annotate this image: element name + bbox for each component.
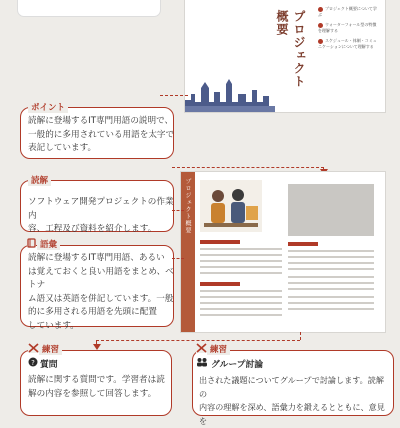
pencil-cross-icon [28, 343, 39, 353]
page2-gray-panel [288, 184, 374, 236]
city-skyline-illustration [185, 70, 275, 112]
vocab-label: 語彙 [37, 238, 60, 250]
list-item: プロジェクト概要について学ぶ [318, 6, 377, 17]
people-illustration [200, 180, 262, 232]
page2-heading-bar [200, 240, 240, 244]
question-bubble-icon [28, 357, 38, 367]
reading-label: 読解 [28, 174, 51, 186]
discussion-sub-label: グループ討論 [211, 360, 264, 370]
group-people-icon [196, 357, 208, 367]
point-label: ポイント [28, 101, 68, 113]
page1-vertical-title: プロジェクト概要 [275, 10, 306, 88]
connector-line [96, 340, 300, 341]
practice-right-label: 練習 [207, 343, 230, 355]
question-sub-label: 質問 [40, 360, 58, 370]
list-item: スケジュール・体制・コミュニケーションについて理解する [318, 38, 377, 49]
page1-goal-list [318, 6, 378, 49]
point-text: 読解に登場するIT専門用語の説明で、 一般的に多用されている用語を太字で 表記しています。 [28, 116, 175, 153]
practice-left-label: 練習 [39, 343, 62, 355]
page2-strip-title: プロジェクト概要 [184, 178, 191, 234]
connector-line [172, 258, 184, 259]
question-text: 読解に関する質問です。学習者は読 解の内容を参照して回答します。 [28, 375, 165, 399]
reading-text: ソフトウェア開発プロジェクトの作業内 容、工程及び資料を紹介します。 [28, 197, 174, 234]
connector-line [172, 167, 324, 168]
svg-text:?: ? [31, 359, 35, 367]
connector-line [160, 95, 188, 96]
pencil-cross-icon [196, 343, 207, 353]
connector-line [172, 210, 184, 211]
list-item: ウォーターフォール型の特徴を理解する [318, 22, 377, 33]
book-icon [27, 238, 36, 248]
top-cut-card [18, 0, 160, 16]
discussion-text: 出された議題についてグループで討論します。読解の 内容の理解を深め、語彙力を鍛えるとともに、意見を [199, 375, 385, 426]
connector-line [300, 332, 301, 340]
vocab-text: 読解に登場するIT専門用語、あるい は覚えておくと良い用語をまとめ、ベトナ ム語又は英語を併記しています。一般 的に多用される用語を先頭に配置 しています。 [28, 253, 174, 331]
